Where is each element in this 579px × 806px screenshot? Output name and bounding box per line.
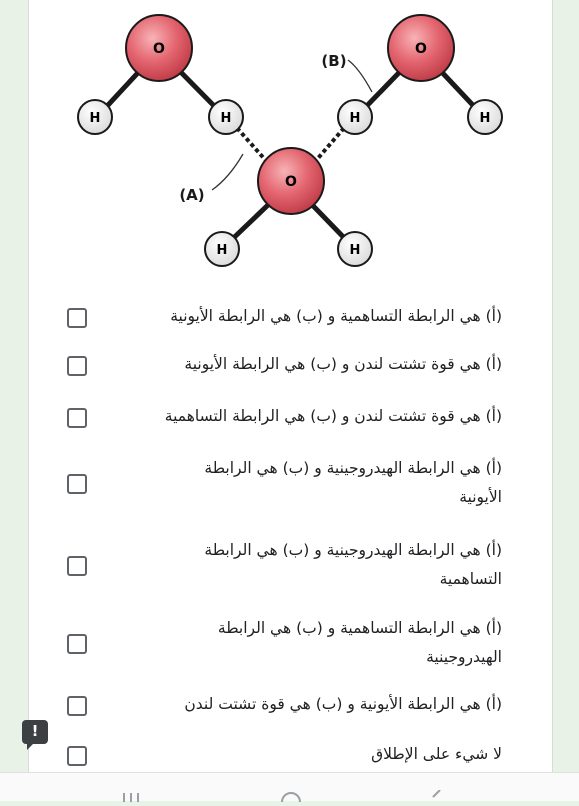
atom-label-hydrogen: H (216, 243, 228, 258)
atom-label-hydrogen: H (349, 111, 361, 126)
feedback-icon[interactable]: ! (22, 720, 48, 744)
recent-apps-icon[interactable] (120, 787, 142, 806)
atom-label-hydrogen: H (479, 111, 491, 126)
home-icon[interactable] (280, 787, 302, 806)
hydrogen-atom (338, 100, 372, 134)
label-b: (B) (321, 52, 347, 70)
oxygen-atom (126, 15, 192, 81)
atom-label-oxygen: O (153, 41, 165, 57)
atom-label-hydrogen: H (89, 111, 101, 126)
option-label: (أ) هي الرابطة الهيدروجينية و (ب) هي الرابطة الأيونية (204, 459, 502, 506)
option-label: (أ) هي قوة تشتت لندن و (ب) هي الرابطة التساهمية (164, 407, 502, 425)
system-nav-bar (0, 772, 579, 801)
option-label: (أ) هي الرابطة الهيدروجينية و (ب) هي الرابطة التساهمية (204, 541, 502, 588)
option-label: (أ) هي الرابطة الأيونية و (ب) هي قوة تشتت لندن (184, 695, 502, 713)
option-checkbox[interactable] (67, 634, 87, 654)
option-label: (أ) هي الرابطة التساهمية و (ب) هي الرابطة الأيونية (170, 307, 502, 325)
option-checkbox[interactable] (67, 408, 87, 428)
hydrogen-atom (209, 100, 243, 134)
option-checkbox[interactable] (67, 474, 87, 494)
atom-label-hydrogen: H (220, 111, 232, 126)
hydrogen-atom (78, 100, 112, 134)
option-checkbox[interactable] (67, 556, 87, 576)
option-checkbox[interactable] (67, 308, 87, 328)
option-checkbox[interactable] (67, 696, 87, 716)
hydrogen-atom (205, 232, 239, 266)
hydrogen-atom (468, 100, 502, 134)
option-checkbox[interactable] (67, 356, 87, 376)
option-checkbox[interactable] (67, 746, 87, 766)
option-label: (أ) هي قوة تشتت لندن و (ب) هي الرابطة الأيونية (184, 355, 502, 373)
hydrogen-atom (338, 232, 372, 266)
option-label: لا شيء على الإطلاق (371, 745, 502, 763)
oxygen-atom (258, 148, 324, 214)
atom-label-oxygen: O (285, 174, 297, 190)
water-molecules-diagram (29, 0, 552, 280)
atom-label-oxygen: O (415, 41, 427, 57)
back-icon[interactable] (430, 787, 444, 806)
question-card (28, 0, 553, 772)
label-a: (A) (179, 186, 205, 204)
atom-label-hydrogen: H (349, 243, 361, 258)
option-label: (أ) هي الرابطة التساهمية و (ب) هي الرابطة الهيدروجينية (217, 619, 502, 666)
oxygen-atom (388, 15, 454, 81)
